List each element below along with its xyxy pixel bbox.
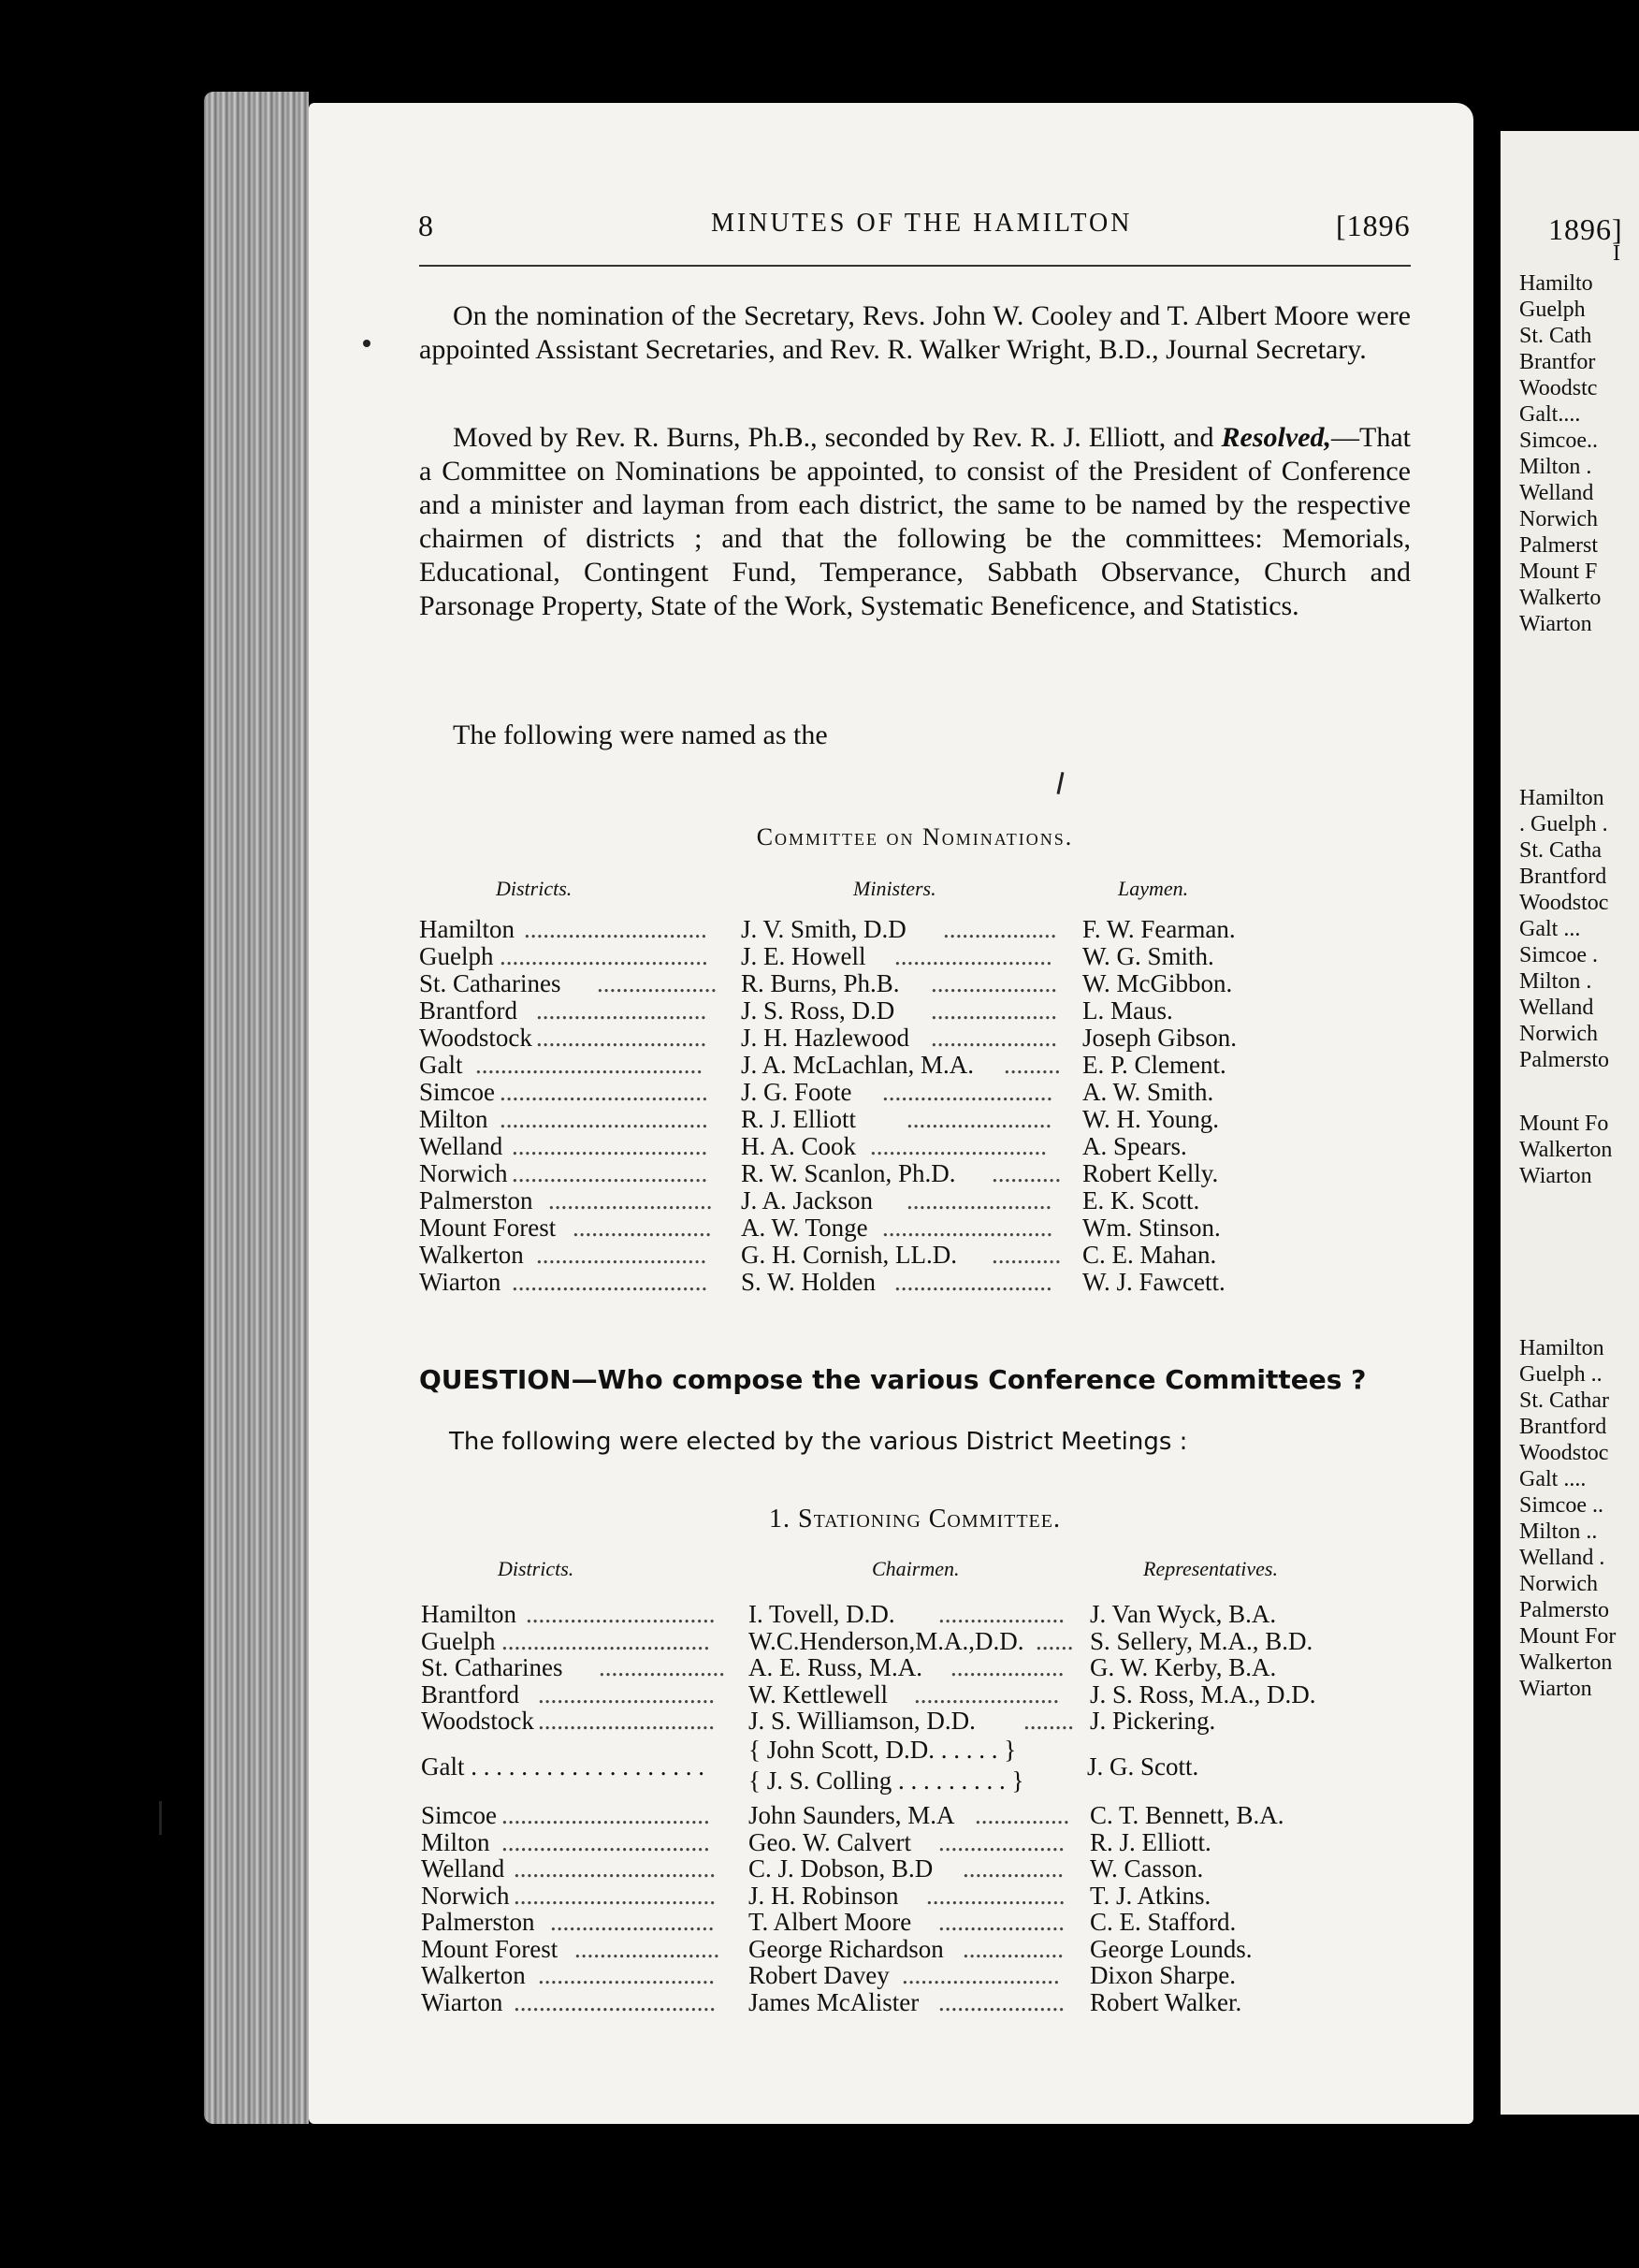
facing-page-line: Milton . <box>1519 455 1592 479</box>
stationing-cell: A. E. Russ, M.A. <box>748 1653 923 1681</box>
facing-page-line: St. Cathar <box>1519 1388 1609 1413</box>
stationing-cell: Hamilton <box>421 1600 516 1628</box>
nominations-cell: R. Burns, Ph.B. <box>741 969 900 997</box>
galt-chairman-2: { J. S. Colling . . . . . . . . . } <box>748 1766 1024 1795</box>
stationing-cell: George Richardson <box>748 1934 944 1963</box>
stationing-cell: Wiarton <box>421 1987 503 2016</box>
leader-dots: .................... <box>599 1653 725 1681</box>
leader-dots: ............................ <box>538 1707 715 1735</box>
nominations-cell: J. H. Hazlewood <box>741 1024 909 1052</box>
leader-dots: ........................... <box>536 1241 707 1269</box>
nominations-cell: G. H. Cornish, LL.D. <box>741 1241 957 1269</box>
stationing-cell: J. Van Wyck, B.A. <box>1090 1600 1277 1628</box>
facing-page-line: Mount For <box>1519 1624 1617 1649</box>
stationing-cell: C. T. Bennett, B.A. <box>1090 1801 1284 1829</box>
running-title: MINUTES OF THE HAMILTON <box>711 209 1133 238</box>
stationing-cell: I. Tovell, D.D. <box>748 1600 895 1628</box>
nominations-header-laymen: Laymen. <box>1118 877 1189 900</box>
leader-dots: ...... <box>1036 1626 1074 1655</box>
nominations-cell: H. A. Cook <box>741 1132 857 1160</box>
nominations-cell: A. W. Tonge <box>741 1214 868 1242</box>
nomination-paragraph: On the nomination of the Secretary, Revs. John W. Cooley and T. Albert Moore were appointed Assistant Secretaries, and Rev. R. Walker Wright, B.D., Journal Secretary. <box>419 300 1411 365</box>
leader-dots: ................................ <box>514 1854 716 1883</box>
galt-representative: J. G. Scott. <box>1087 1752 1199 1781</box>
facing-page-line: St. Cath <box>1519 324 1592 348</box>
facing-page-line: I <box>1613 241 1620 266</box>
facing-page-line: Hamilto <box>1519 271 1593 296</box>
leader-dots: ............................... <box>512 1268 708 1296</box>
stationing-header-representatives: Representatives. <box>1143 1557 1278 1580</box>
facing-page-line: Guelph <box>1519 298 1586 322</box>
facing-page-line: Hamilton <box>1519 786 1604 810</box>
leader-dots: ................................ <box>514 1987 716 2016</box>
nominations-cell: Guelph <box>419 942 494 970</box>
nominations-cell: J. G. Foote <box>741 1078 852 1106</box>
nominations-cell: W. H. Young. <box>1082 1105 1220 1133</box>
leader-dots: ............................. <box>524 915 707 943</box>
facing-page-line: Woodstoc <box>1519 891 1609 915</box>
facing-page-line: Walkerto <box>1519 586 1602 610</box>
facing-page-line: Welland <box>1519 996 1594 1020</box>
nominations-cell: W. G. Smith. <box>1082 942 1214 970</box>
nominations-cell: R. J. Elliott <box>741 1105 857 1133</box>
nominations-cell: St. Catharines <box>419 969 561 997</box>
stationing-cell: Dixon Sharpe. <box>1090 1961 1236 1989</box>
stationing-cell: Geo. W. Calvert <box>748 1827 911 1856</box>
galt-chairman-1: { John Scott, D.D. . . . . . } <box>748 1736 1017 1764</box>
stationing-cell: J. Pickering. <box>1090 1707 1216 1735</box>
nominations-cell: J. A. McLachlan, M.A. <box>741 1051 974 1079</box>
leader-dots: ................................. <box>501 1801 710 1829</box>
leader-dots: ....................... <box>907 1186 1052 1214</box>
stationing-cell: John Saunders, M.A <box>748 1801 955 1829</box>
nominations-cell: Simcoe <box>419 1078 495 1106</box>
leader-dots: ........... <box>992 1241 1062 1269</box>
stationing-cell: Guelph <box>421 1626 496 1655</box>
facing-page-line: Hamilton <box>1519 1336 1604 1360</box>
facing-page-line: St. Catha <box>1519 838 1602 863</box>
nominations-title: Committee on Nominations. <box>756 823 1074 850</box>
stationing-cell: S. Sellery, M.A., B.D. <box>1090 1626 1313 1655</box>
facing-page-line: Milton . <box>1519 969 1592 994</box>
stationing-title: 1. Stationing Committee. <box>769 1505 1061 1534</box>
facing-page-line: Simcoe.. <box>1519 429 1598 453</box>
facing-page-line: Simcoe . <box>1519 943 1598 967</box>
leader-dots: ......................... <box>894 942 1052 970</box>
leader-dots: .................... <box>931 969 1057 997</box>
leader-dots: ....................... <box>914 1679 1060 1708</box>
facing-page-line: Mount F <box>1519 560 1598 584</box>
nominations-cell: Norwich <box>419 1159 508 1187</box>
leader-dots: ........................... <box>536 996 707 1025</box>
leader-dots: ................ <box>963 1934 1064 1963</box>
facing-page-line: . Guelph . <box>1519 812 1608 836</box>
facing-page-line: Walkerton <box>1519 1650 1613 1675</box>
facing-page-line: Woodstoc <box>1519 1441 1609 1465</box>
following-paragraph: The following were named as the <box>453 720 828 750</box>
facing-page-line: Welland <box>1519 481 1594 505</box>
leader-dots: .................. <box>943 915 1057 943</box>
facing-page-line: Palmerst <box>1519 533 1598 558</box>
leader-dots: ................................. <box>500 942 708 970</box>
leader-dots: ........................... <box>882 1214 1053 1242</box>
facing-page-line: Norwich <box>1519 507 1598 531</box>
motion-text: Moved by Rev. R. Burns, Ph.B., seconded by Rev. R. J. Elliott, and <box>453 422 1214 453</box>
nominations-cell: Joseph Gibson. <box>1082 1024 1238 1052</box>
page-year: [1896 <box>1336 209 1411 242</box>
nominations-cell: Wiarton <box>419 1268 501 1296</box>
nominations-cell: E. P. Clement. <box>1082 1051 1226 1079</box>
leader-dots: .................... <box>938 1987 1065 2016</box>
nominations-cell: E. K. Scott. <box>1082 1186 1200 1214</box>
leader-dots: ................... <box>597 969 718 997</box>
stationing-cell: Welland <box>421 1854 505 1883</box>
leader-dots: ............................ <box>538 1961 715 1989</box>
nominations-cell: Robert Kelly. <box>1082 1159 1219 1187</box>
nominations-cell: Mount Forest <box>419 1214 557 1242</box>
facing-page-line: Simcoe .. <box>1519 1493 1603 1518</box>
leader-dots: ....................... <box>907 1105 1052 1133</box>
leader-dots: ................................ <box>514 1881 716 1910</box>
nominations-cell: Galt <box>419 1051 463 1079</box>
leader-dots: ........ <box>1023 1707 1074 1735</box>
leader-dots: ......................... <box>902 1961 1060 1989</box>
facing-page-line: Palmersto <box>1519 1598 1609 1622</box>
leader-dots: .......................... <box>550 1908 715 1936</box>
stationing-cell: W. Casson. <box>1090 1854 1204 1883</box>
resolved-text: —That a Committee on Nominations be appointed, to consist of the President of Conference and a minister and layman from each district, the same to be named by the respective chairmen of districts ; and that the following be the committees: Memorials, Educational, Contingent Fund, Temperance, Sabbath Observance, Church and Parsonage Property, State of the Work, Systematic Beneficence, and Statistics. <box>419 422 1411 621</box>
stationing-cell: J. H. Robinson <box>748 1881 899 1910</box>
facing-page-line: Welland . <box>1519 1546 1605 1570</box>
leader-dots: ............................ <box>538 1679 715 1708</box>
resolved-label: Resolved, <box>1221 422 1332 453</box>
facing-page-line: Norwich <box>1519 1022 1598 1046</box>
leader-dots: ................ <box>963 1854 1064 1883</box>
galt-district: Galt . . . . . . . . . . . . . . . . . . . <box>421 1752 704 1781</box>
nominations-cell: C. E. Mahan. <box>1082 1241 1217 1269</box>
facing-page-line: Wiarton <box>1519 612 1592 636</box>
leader-dots: ...................... <box>573 1214 712 1242</box>
leader-dots: .................... <box>938 1908 1065 1936</box>
stationing-cell: T. Albert Moore <box>748 1908 912 1936</box>
stationing-cell: Mount Forest <box>421 1934 558 1963</box>
stationing-cell: Robert Davey <box>748 1961 890 1989</box>
leader-dots: .................. <box>950 1653 1065 1681</box>
nominations-cell: J. A. Jackson <box>741 1186 873 1214</box>
nominations-cell: W. McGibbon. <box>1082 969 1233 997</box>
stationing-cell: Simcoe <box>421 1801 497 1829</box>
leader-dots: .................... <box>938 1600 1065 1628</box>
stationing-cell: Brantford <box>421 1679 519 1708</box>
nominations-cell: R. W. Scanlon, Ph.D. <box>741 1159 956 1187</box>
nominations-cell: J. V. Smith, D.D <box>741 915 907 943</box>
facing-page-line: Guelph .. <box>1519 1362 1603 1387</box>
stationing-header-chairmen: Chairmen. <box>872 1557 960 1580</box>
leader-dots: ............................ <box>870 1132 1047 1160</box>
facing-page-line: Norwich <box>1519 1572 1598 1596</box>
stationing-cell: Woodstock <box>421 1707 534 1735</box>
facing-page-line: Milton .. <box>1519 1519 1598 1544</box>
nominations-cell: Wm. Stinson. <box>1082 1214 1221 1242</box>
leader-dots: .................... <box>938 1827 1065 1856</box>
stationing-cell: J. S. Williamson, D.D. <box>748 1707 976 1735</box>
leader-dots: .............................. <box>526 1600 716 1628</box>
leader-dots: .................... <box>931 996 1057 1025</box>
stationing-cell: Palmerston <box>421 1908 535 1936</box>
stationing-cell: W. Kettlewell <box>748 1679 888 1708</box>
facing-page-line: Galt .... <box>1519 1467 1587 1491</box>
leader-dots: ................................. <box>501 1626 710 1655</box>
facing-page-line: Brantfor <box>1519 350 1596 374</box>
leader-dots: ......... <box>1004 1051 1061 1079</box>
page-number: 8 <box>418 209 434 242</box>
facing-page-line: Galt ... <box>1519 917 1581 941</box>
facing-page-year: 1896] <box>1548 212 1623 246</box>
leader-dots: ....................... <box>574 1934 720 1963</box>
stationing-cell: George Lounds. <box>1090 1934 1253 1963</box>
facing-page-line: Brantford <box>1519 1415 1607 1439</box>
stationing-cell: C. E. Stafford. <box>1090 1908 1237 1936</box>
leader-dots: ........................... <box>882 1078 1053 1106</box>
leader-dots: ............................... <box>512 1132 708 1160</box>
facing-page <box>1501 131 1639 2115</box>
ink-mark <box>363 340 370 347</box>
nominations-cell: Woodstock <box>419 1024 532 1052</box>
nominations-cell: Welland <box>419 1132 503 1160</box>
stationing-cell: Milton <box>421 1827 490 1856</box>
facing-page-line: Brantford <box>1519 865 1607 889</box>
nominations-cell: Hamilton <box>419 915 515 943</box>
facing-page-line: Galt.... <box>1519 402 1581 427</box>
facing-page-line: Woodstc <box>1519 376 1598 400</box>
stationing-cell: C. J. Dobson, B.D <box>748 1854 934 1883</box>
facing-page-line: Wiarton <box>1519 1164 1592 1188</box>
question-intro: The following were elected by the various District Meetings : <box>449 1428 1188 1456</box>
stationing-cell: James McAlister <box>748 1987 920 2016</box>
book-edge <box>204 92 309 2124</box>
nominations-cell: F. W. Fearman. <box>1082 915 1236 943</box>
stationing-cell: W.C.Henderson,M.A.,D.D. <box>748 1626 1024 1655</box>
header-rule <box>419 265 1411 267</box>
nominations-cell: A. Spears. <box>1082 1132 1187 1160</box>
nominations-header-ministers: Ministers. <box>853 877 936 900</box>
nominations-cell: Walkerton <box>419 1241 524 1269</box>
leader-dots: .......................... <box>548 1186 713 1214</box>
leader-dots: ................................. <box>500 1078 708 1106</box>
motion-paragraph <box>419 421 1411 623</box>
ink-mark <box>159 1801 162 1835</box>
stationing-cell: T. J. Atkins. <box>1090 1881 1211 1910</box>
nominations-cell: L. Maus. <box>1082 996 1173 1025</box>
nominations-cell: J. E. Howell <box>741 942 866 970</box>
nominations-cell: W. J. Fawcett. <box>1082 1268 1226 1296</box>
nominations-cell: Palmerston <box>419 1186 533 1214</box>
leader-dots: .................................... <box>475 1051 703 1079</box>
stationing-cell: Robert Walker. <box>1090 1987 1242 2016</box>
leader-dots: ................................. <box>501 1827 710 1856</box>
leader-dots: ........................... <box>536 1024 707 1052</box>
stationing-cell: Norwich <box>421 1881 510 1910</box>
facing-page-line: Walkerton <box>1519 1138 1613 1162</box>
stationing-header-districts: Districts. <box>498 1557 574 1580</box>
facing-page-line: Palmersto <box>1519 1048 1609 1072</box>
leader-dots: ........... <box>992 1159 1062 1187</box>
facing-page-line: Mount Fo <box>1519 1112 1609 1136</box>
stationing-cell: G. W. Kerby, B.A. <box>1090 1653 1277 1681</box>
leader-dots: ...................... <box>926 1881 1066 1910</box>
question-heading: QUESTION—Who compose the various Conference Committees ? <box>419 1364 1367 1395</box>
stationing-cell: Walkerton <box>421 1961 526 1989</box>
leader-dots: ................................. <box>500 1105 708 1133</box>
stationing-cell: R. J. Elliott. <box>1090 1827 1211 1856</box>
stationing-cell: St. Catharines <box>421 1653 563 1681</box>
nominations-header-districts: Districts. <box>496 877 573 900</box>
nominations-cell: Brantford <box>419 996 517 1025</box>
stationing-cell: J. S. Ross, M.A., D.D. <box>1090 1679 1316 1708</box>
leader-dots: ............... <box>975 1801 1070 1829</box>
nominations-cell: A. W. Smith. <box>1082 1078 1214 1106</box>
nominations-cell: S. W. Holden <box>741 1268 877 1296</box>
leader-dots: .................... <box>931 1024 1057 1052</box>
leader-dots: ......................... <box>894 1268 1052 1296</box>
nominations-cell: J. S. Ross, D.D <box>741 996 895 1025</box>
facing-page-line: Wiarton <box>1519 1677 1592 1701</box>
leader-dots: ............................... <box>512 1159 708 1187</box>
nominations-cell: Milton <box>419 1105 488 1133</box>
